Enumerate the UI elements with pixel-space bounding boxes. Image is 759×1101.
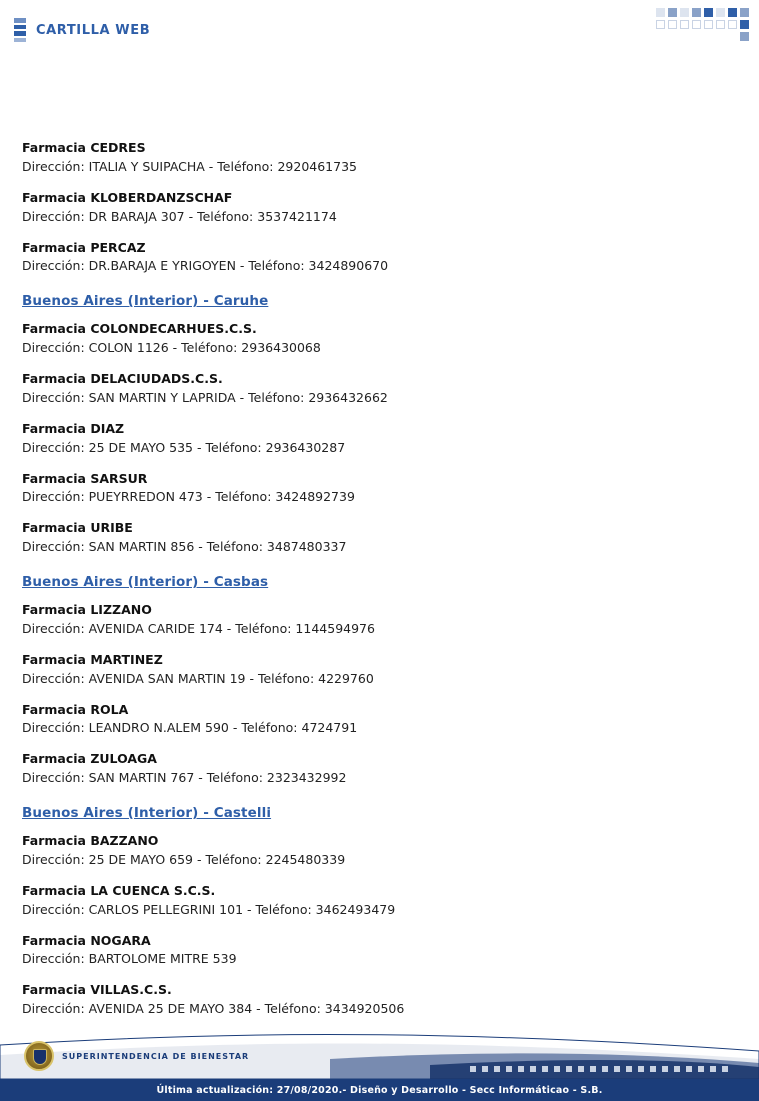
group-heading-castelli[interactable]: Buenos Aires (Interior) - Castelli — [22, 805, 272, 821]
pharmacy-name: Farmacia COLONDECARHUES.C.S. — [22, 321, 257, 337]
list-item — [22, 751, 737, 787]
header-title: CARTILLA WEB — [36, 22, 151, 38]
list-item — [22, 520, 737, 556]
list-item — [22, 702, 737, 738]
list-item — [22, 240, 737, 276]
pharmacy-detail: Dirección: COLON 1126 - Teléfono: 2936430068 — [22, 340, 321, 356]
list-item — [22, 421, 737, 457]
pharmacy-name: Farmacia LA CUENCA S.C.S. — [22, 882, 216, 898]
pharmacy-name: Farmacia URIBE — [22, 520, 133, 536]
group-heading-caruhe[interactable]: Buenos Aires (Interior) - Caruhe — [22, 293, 269, 310]
list-item — [22, 933, 737, 969]
group-section — [22, 805, 737, 1018]
top-entries-block — [22, 140, 737, 275]
list-item — [22, 602, 737, 638]
mosaic-decoration-icon — [629, 8, 749, 48]
pharmacy-detail: Dirección: AVENIDA 25 DE MAYO 384 - Teléfono: 3434920506 — [22, 1001, 405, 1017]
list-item — [22, 982, 737, 1018]
pharmacy-detail: Dirección: SAN MARTIN Y LAPRIDA - Teléfono: 2936432662 — [22, 389, 388, 405]
pharmacy-detail: Dirección: BARTOLOME MITRE 539 — [22, 951, 237, 967]
pharmacy-name: Farmacia NOGARA — [22, 932, 151, 948]
shield-seal-icon — [24, 1041, 54, 1071]
pharmacy-detail: Dirección: LEANDRO N.ALEM 590 - Teléfono: 4724791 — [22, 720, 358, 736]
footer-status-bar: Última actualización: 27/08/2020.- Diseño y Desarrollo - Secc Informáticao - S.B. — [0, 1079, 759, 1101]
pharmacy-detail: Dirección: 25 DE MAYO 535 - Teléfono: 2936430287 — [22, 439, 346, 455]
pharmacy-detail: Dirección: 25 DE MAYO 659 - Teléfono: 2245480339 — [22, 851, 346, 867]
pharmacy-detail: Dirección: ITALIA Y SUIPACHA - Teléfono: 2920461735 — [22, 158, 357, 174]
list-item — [22, 321, 737, 357]
pharmacy-name: Farmacia ROLA — [22, 701, 129, 717]
pharmacy-detail: Dirección: AVENIDA SAN MARTIN 19 - Teléfono: 4229760 — [22, 670, 374, 686]
list-item — [22, 833, 737, 869]
pharmacy-name: Farmacia LIZZANO — [22, 602, 152, 617]
pharmacy-name: Farmacia BAZZANO — [22, 833, 159, 848]
pharmacy-listing — [22, 140, 737, 1032]
list-item — [22, 190, 737, 226]
pharmacy-name: Farmacia CEDRES — [22, 140, 146, 155]
header-brand — [14, 18, 150, 42]
list-item — [22, 371, 737, 407]
pharmacy-name: Farmacia SARSUR — [22, 470, 148, 486]
pharmacy-detail: Dirección: AVENIDA CARIDE 174 - Teléfono: 1144594976 — [22, 620, 375, 636]
list-item — [22, 652, 737, 688]
bars-logo-icon — [14, 18, 26, 42]
pharmacy-detail: Dirección: SAN MARTIN 856 - Teléfono: 3487480337 — [22, 539, 347, 555]
list-item — [22, 471, 737, 507]
pharmacy-name: Farmacia KLOBERDANZSCHAF — [22, 189, 233, 205]
footer-seal — [24, 1041, 249, 1071]
pharmacy-name: Farmacia DELACIUDADS.C.S. — [22, 371, 223, 386]
pharmacy-name: Farmacia VILLAS.C.S. — [22, 982, 172, 998]
group-heading-casbas[interactable]: Buenos Aires (Interior) - Casbas — [22, 574, 269, 590]
page-header — [0, 0, 759, 58]
page-footer — [0, 1025, 759, 1101]
list-item — [22, 883, 737, 919]
pharmacy-detail: Dirección: DR.BARAJA E YRIGOYEN - Teléfono: 3424890670 — [22, 258, 389, 274]
group-section — [22, 293, 737, 556]
pharmacy-detail: Dirección: SAN MARTIN 767 - Teléfono: 2323432992 — [22, 770, 347, 786]
pharmacy-name: Farmacia MARTINEZ — [22, 651, 163, 667]
pharmacy-name: Farmacia DIAZ — [22, 420, 125, 436]
seal-label: SUPERINTENDENCIA DE BIENESTAR — [62, 1051, 250, 1061]
group-section — [22, 574, 737, 787]
pharmacy-detail: Dirección: DR BARAJA 307 - Teléfono: 3537421174 — [22, 208, 337, 224]
pharmacy-name: Farmacia PERCAZ — [22, 239, 146, 255]
pharmacy-detail: Dirección: CARLOS PELLEGRINI 101 - Teléfono: 3462493479 — [22, 901, 396, 917]
pharmacy-name: Farmacia ZULOAGA — [22, 751, 157, 767]
list-item — [22, 140, 737, 176]
pharmacy-detail: Dirección: PUEYRREDON 473 - Teléfono: 3424892739 — [22, 489, 355, 505]
